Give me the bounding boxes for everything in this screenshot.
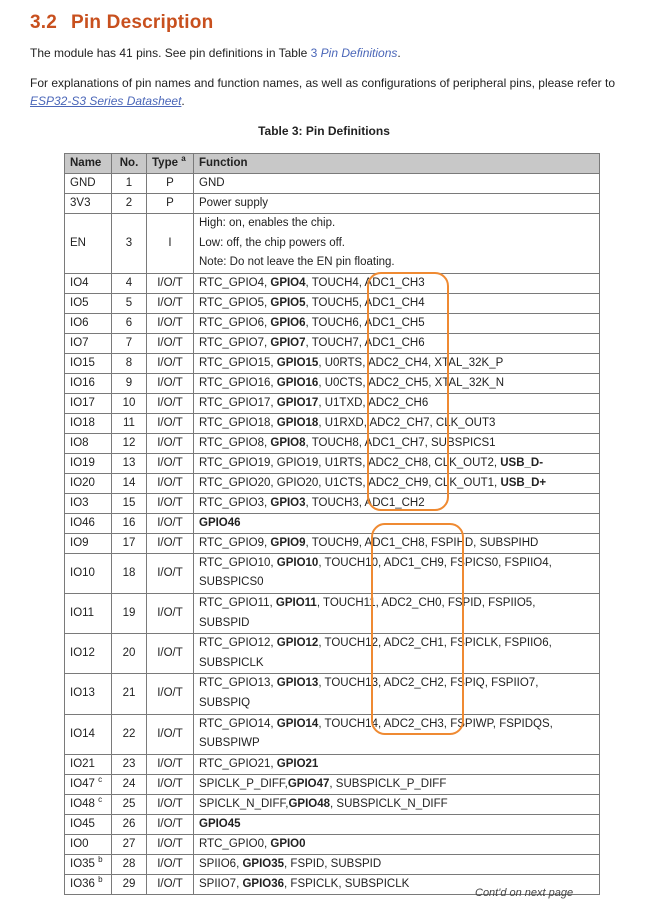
intro-paragraph-2: [30, 74, 630, 110]
pin-name-text: IO5: [70, 296, 89, 309]
function-line: RTC_GPIO4, GPIO4, TOUCH4, ADC1_CH3: [199, 276, 425, 289]
function-line: RTC_GPIO9, GPIO9, TOUCH9, ADC1_CH8, FSPIHD, SUBSPIHD: [199, 536, 539, 549]
pin-definitions-link[interactable]: Pin Definitions: [320, 46, 398, 60]
pin-number: 21: [112, 674, 147, 714]
pin-name-text: IO21: [70, 757, 95, 770]
pin-name-text: GND: [70, 177, 96, 189]
pin-type: I/O/T: [147, 433, 194, 453]
section-heading: [30, 12, 213, 34]
table-row: [65, 174, 600, 194]
function-line: RTC_GPIO18, GPIO18, U1RXD, ADC2_CH7, CLK_OUT3: [199, 416, 496, 429]
pin-name-text: IO6: [70, 316, 89, 329]
function-line: SPIIO7, GPIO36, FSPICLK, SUBSPICLK: [199, 877, 410, 890]
pin-name-text: IO14: [70, 727, 95, 740]
highlight-oval-top: [367, 272, 449, 511]
pin-type: P: [147, 194, 194, 214]
pin-name-text: IO18: [70, 416, 95, 429]
pin-name-text: IO0: [70, 837, 89, 850]
pin-number: 25: [112, 794, 147, 814]
datasheet-link[interactable]: ESP32-S3 Series Datasheet: [30, 94, 182, 108]
pin-footnote: c: [98, 794, 103, 804]
pin-name: [65, 413, 112, 433]
function-line: RTC_GPIO13, GPIO13, TOUCH13, ADC2_CH2, FSPIQ, FSPIIO7,: [199, 677, 539, 690]
pin-type: I/O/T: [147, 293, 194, 313]
pin-function: [194, 194, 600, 214]
pin-name-text: IO36: [70, 877, 95, 890]
function-line: RTC_GPIO6, GPIO6, TOUCH6, ADC1_CH5: [199, 316, 425, 329]
function-line: SPICLK_N_DIFF,GPIO48, SUBSPICLK_N_DIFF: [199, 797, 448, 810]
pin-name: [65, 874, 112, 894]
pin-name-text: 3V3: [70, 197, 91, 209]
pin-number: 9: [112, 373, 147, 393]
pin-name: [65, 814, 112, 834]
pin-type: I/O/T: [147, 874, 194, 894]
pin-name: [65, 174, 112, 194]
pin-number: 29: [112, 874, 147, 894]
table-row: [65, 814, 600, 834]
table-row: [65, 413, 600, 433]
pin-name-text: IO48: [70, 797, 95, 810]
pin-function: [194, 834, 600, 854]
function-line: RTC_GPIO5, GPIO5, TOUCH5, ADC1_CH4: [199, 296, 425, 309]
pin-name: [65, 834, 112, 854]
intro-text-2: For explanations of pin names and function names, as well as configurations of peripheral pins, please refer to: [30, 76, 615, 90]
header-type-footnote: a: [181, 154, 186, 164]
function-line: SUBSPICLK: [199, 656, 264, 669]
table-row: [65, 634, 600, 674]
table-row: [65, 333, 600, 353]
pin-type: I/O/T: [147, 353, 194, 373]
pin-number: 1: [112, 174, 147, 194]
table-row: [65, 593, 600, 633]
highlight-oval-bottom: [371, 523, 464, 735]
pin-number: 19: [112, 593, 147, 633]
pin-name-text: IO8: [70, 436, 89, 449]
function-line: RTC_GPIO20, GPIO20, U1CTS, ADC2_CH9, CLK_OUT1, USB_D+: [199, 476, 547, 489]
pin-name-text: IO45: [70, 817, 95, 830]
pin-function: [194, 854, 600, 874]
table-row: [65, 194, 600, 214]
table-row: [65, 433, 600, 453]
function-line: SUBSPIQ: [199, 696, 251, 709]
pin-number: 20: [112, 634, 147, 674]
pin-number: 24: [112, 774, 147, 794]
pin-type: I/O/T: [147, 814, 194, 834]
pin-name: [65, 593, 112, 633]
pin-name-text: IO20: [70, 476, 95, 489]
pin-name: [65, 353, 112, 373]
pin-number: 28: [112, 854, 147, 874]
pin-name-text: IO7: [70, 336, 89, 349]
pin-number: 5: [112, 293, 147, 313]
pin-number: 2: [112, 194, 147, 214]
function-line: RTC_GPIO12, GPIO12, TOUCH12, ADC2_CH1, FSPICLK, FSPIIO6,: [199, 637, 552, 650]
pin-name-text: IO13: [70, 687, 95, 700]
table-row: [65, 854, 600, 874]
pin-type: I/O/T: [147, 553, 194, 593]
pin-name-text: IO12: [70, 647, 95, 660]
table-row: [65, 453, 600, 473]
pin-type: I/O/T: [147, 473, 194, 493]
intro-paragraph-1: [30, 46, 401, 60]
pin-number: 12: [112, 433, 147, 453]
function-line: RTC_GPIO21, GPIO21: [199, 757, 319, 770]
pin-name: [65, 453, 112, 473]
pin-name-text: IO11: [70, 607, 95, 620]
table-row: [65, 353, 600, 373]
pin-type: I/O/T: [147, 794, 194, 814]
pin-name-text: IO17: [70, 396, 95, 409]
pin-number: 15: [112, 493, 147, 513]
table-row: [65, 714, 600, 754]
pin-type: P: [147, 174, 194, 194]
function-line: SUBSPIWP: [199, 737, 260, 750]
table-row: [65, 774, 600, 794]
table-row: [65, 794, 600, 814]
pin-name: [65, 794, 112, 814]
pin-type: I/O/T: [147, 333, 194, 353]
function-line: SPIIO6, GPIO35, FSPID, SUBSPID: [199, 857, 382, 870]
pin-type: I/O/T: [147, 593, 194, 633]
table-row: [65, 393, 600, 413]
pin-number: 8: [112, 353, 147, 373]
pin-type: I/O/T: [147, 754, 194, 774]
pin-type: I/O/T: [147, 774, 194, 794]
function-line: RTC_GPIO3, GPIO3, TOUCH3, ADC1_CH2: [199, 496, 425, 509]
header-no: No.: [112, 154, 147, 174]
pin-name-text: IO16: [70, 376, 95, 389]
pin-type: I/O/T: [147, 634, 194, 674]
header-name: Name: [65, 154, 112, 174]
pin-name-text: IO46: [70, 516, 95, 529]
pin-name: [65, 433, 112, 453]
table-row: [65, 493, 600, 513]
section-title: Pin Description: [71, 12, 214, 33]
pin-name: [65, 373, 112, 393]
pin-type: I/O/T: [147, 313, 194, 333]
pin-function: [194, 174, 600, 194]
pin-name: [65, 273, 112, 293]
pin-type: I/O/T: [147, 834, 194, 854]
pin-function: [194, 754, 600, 774]
table-row: [65, 373, 600, 393]
section-number: 3.2: [30, 12, 58, 33]
pin-name: [65, 774, 112, 794]
pin-name: [65, 194, 112, 214]
pin-function: [194, 214, 600, 274]
pin-type: I/O/T: [147, 453, 194, 473]
intro-punct: .: [397, 46, 401, 60]
pin-name: [65, 674, 112, 714]
function-line: SPICLK_P_DIFF,GPIO47, SUBSPICLK_P_DIFF: [199, 777, 447, 790]
pin-name: [65, 533, 112, 553]
pin-number: 14: [112, 473, 147, 493]
pin-type: I/O/T: [147, 393, 194, 413]
table-header-row: [65, 154, 600, 174]
table-row: [65, 533, 600, 553]
pin-function: [194, 794, 600, 814]
function-line: RTC_GPIO7, GPIO7, TOUCH7, ADC1_CH6: [199, 336, 425, 349]
header-type-label: Type: [152, 157, 178, 169]
pin-number: 17: [112, 533, 147, 553]
header-function: Function: [194, 154, 600, 174]
pin-name: [65, 714, 112, 754]
function-line: RTC_GPIO10, GPIO10, TOUCH10, ADC1_CH9, FSPICS0, FSPIIO4,: [199, 556, 552, 569]
function-line: RTC_GPIO15, GPIO15, U0RTS, ADC2_CH4, XTAL_32K_P: [199, 356, 504, 369]
pin-type: I/O/T: [147, 373, 194, 393]
function-line: RTC_GPIO14, GPIO14, TOUCH14, ADC2_CH3, FSPIWP, FSPIDQS,: [199, 717, 553, 730]
pin-type: I/O/T: [147, 674, 194, 714]
pin-name: [65, 553, 112, 593]
pin-name-text: EN: [70, 236, 86, 249]
table-ref-number[interactable]: 3: [310, 46, 318, 60]
pin-number: 26: [112, 814, 147, 834]
table-row: [65, 273, 600, 293]
function-line: RTC_GPIO0, GPIO0: [199, 837, 306, 850]
function-line: RTC_GPIO11, GPIO11, TOUCH11, ADC2_CH0, FSPID, FSPIIO5,: [199, 597, 536, 610]
pin-footnote: b: [98, 854, 103, 864]
pin-name-text: IO9: [70, 536, 89, 549]
table-caption: Table 3: Pin Definitions: [258, 124, 390, 138]
pin-name-text: IO35: [70, 857, 95, 870]
pin-name: [65, 473, 112, 493]
pin-name-text: IO3: [70, 496, 89, 509]
pin-type: I/O/T: [147, 493, 194, 513]
pin-type: I: [147, 214, 194, 274]
pin-footnote: c: [98, 774, 103, 784]
pin-definitions-table: [64, 153, 600, 895]
table-row: [65, 513, 600, 533]
function-line: RTC_GPIO16, GPIO16, U0CTS, ADC2_CH5, XTAL_32K_N: [199, 376, 505, 389]
pin-number: 6: [112, 313, 147, 333]
pin-number: 7: [112, 333, 147, 353]
pin-function: [194, 774, 600, 794]
table-row: [65, 313, 600, 333]
function-line: GPIO46: [199, 516, 241, 529]
pin-name: [65, 634, 112, 674]
table-row: [65, 293, 600, 313]
function-line: GPIO45: [199, 817, 241, 830]
pin-number: 13: [112, 453, 147, 473]
pin-number: 16: [112, 513, 147, 533]
pin-number: 18: [112, 553, 147, 593]
pin-type: I/O/T: [147, 413, 194, 433]
pin-name: [65, 393, 112, 413]
table-row: [65, 214, 600, 274]
function-line: High: on, enables the chip.: [199, 217, 336, 230]
table-row: [65, 473, 600, 493]
pin-number: 11: [112, 413, 147, 433]
function-line: RTC_GPIO17, GPIO17, U1TXD, ADC2_CH6: [199, 396, 429, 409]
pin-type: I/O/T: [147, 513, 194, 533]
function-line: Power supply: [199, 197, 269, 209]
pin-number: 22: [112, 714, 147, 754]
pin-name: [65, 333, 112, 353]
pin-name-text: IO15: [70, 356, 95, 369]
intro-punct-2: .: [181, 94, 185, 108]
pin-name: [65, 854, 112, 874]
pin-type: I/O/T: [147, 273, 194, 293]
function-line: GND: [199, 177, 225, 189]
function-line: RTC_GPIO19, GPIO19, U1RTS, ADC2_CH8, CLK_OUT2, USB_D-: [199, 456, 544, 469]
pin-name: [65, 513, 112, 533]
pin-type: I/O/T: [147, 714, 194, 754]
pin-name: [65, 293, 112, 313]
header-type: [147, 154, 194, 174]
pin-number: 10: [112, 393, 147, 413]
pin-name-text: IO4: [70, 276, 89, 289]
table-row: [65, 674, 600, 714]
pin-name-text: IO10: [70, 566, 95, 579]
pin-name: [65, 493, 112, 513]
pin-type: I/O/T: [147, 533, 194, 553]
function-line: Note: Do not leave the EN pin floating.: [199, 256, 395, 269]
pin-type: I/O/T: [147, 854, 194, 874]
pin-function: [194, 814, 600, 834]
function-line: Low: off, the chip powers off.: [199, 236, 345, 249]
function-line: RTC_GPIO8, GPIO8, TOUCH8, ADC1_CH7, SUBSPICS1: [199, 436, 496, 449]
pin-number: 4: [112, 273, 147, 293]
function-line: SUBSPID: [199, 616, 250, 629]
pin-name: [65, 313, 112, 333]
pin-name: [65, 214, 112, 274]
pin-name: [65, 754, 112, 774]
intro-text: The module has 41 pins. See pin definitions in Table: [30, 46, 311, 60]
function-line: SUBSPICS0: [199, 576, 264, 589]
pin-name-text: IO47: [70, 777, 95, 790]
pin-name-text: IO19: [70, 456, 95, 469]
pin-number: 23: [112, 754, 147, 774]
pin-number: 3: [112, 214, 147, 274]
continued-note: Cont'd on next page: [475, 887, 574, 899]
pin-number: 27: [112, 834, 147, 854]
table-row: [65, 754, 600, 774]
table-row: [65, 553, 600, 593]
table-row: [65, 834, 600, 854]
pin-footnote: b: [98, 874, 103, 884]
